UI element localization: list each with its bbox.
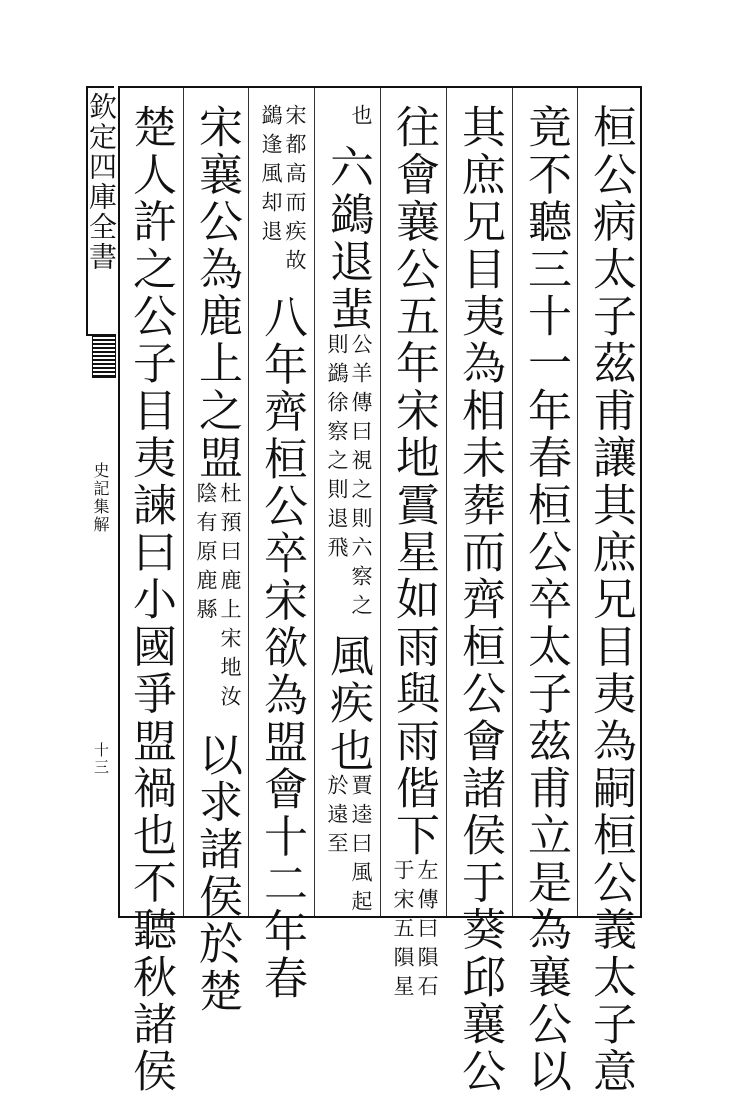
- main-text: 其庶兄目夷為相未葬而齊桓公會諸侯于葵邱襄公: [454, 104, 505, 1095]
- banxin-page-number: 十三: [92, 742, 110, 776]
- column-rule: [248, 88, 249, 916]
- commentary-note: 也: [349, 104, 373, 133]
- text-column-4: [387, 104, 439, 1005]
- banxin-title: 欽定四庫全書: [85, 92, 118, 272]
- main-text: 宋襄公為鹿上之盟: [191, 104, 242, 482]
- column-rule: [314, 88, 315, 916]
- text-column-1: [584, 104, 636, 1095]
- main-text: 往會襄公五年宋地霣星如雨與雨偕下: [388, 104, 439, 860]
- fish-tail-ornament: [92, 334, 116, 378]
- main-text: 風疾也: [322, 632, 373, 775]
- commentary-note: 左傳曰隕石于宋五隕星: [391, 859, 439, 1005]
- text-column-7: [190, 104, 242, 1015]
- text-column-5: [321, 104, 373, 920]
- column-rule: [577, 88, 578, 916]
- column-rule: [380, 88, 381, 916]
- column-rule: [446, 88, 447, 916]
- column-rule: [183, 88, 184, 916]
- commentary-note: 賈逵曰風起於遠至: [325, 774, 373, 920]
- text-column-2: [519, 104, 571, 1095]
- commentary-note: 杜預曰鹿上宋地汝陰有原鹿縣: [194, 481, 242, 714]
- banxin-book-title: 史記集解: [91, 462, 110, 534]
- main-text: 八年齊桓公卒宋欲為盟會十二年春: [256, 294, 307, 1002]
- commentary-note: 宋都高而疾故鷁逢風却退: [259, 104, 307, 278]
- text-column-6: [255, 104, 307, 1002]
- main-text: 桓公病太子茲甫讓其庶兄目夷為嗣桓公義太子意: [585, 104, 636, 1095]
- commentary-note: 公羊傳曰視之則六察之則鷁徐察之則退飛: [325, 332, 373, 623]
- text-column-3: [453, 104, 505, 1095]
- text-column-8: [124, 104, 176, 1095]
- column-rule: [512, 88, 513, 916]
- main-text: 以求諸侯於楚: [191, 731, 242, 1015]
- main-text: 六鷁退蜚: [322, 144, 373, 333]
- main-text: 竟不聽三十一年春桓公卒太子茲甫立是為襄公以: [520, 104, 571, 1095]
- main-text: 楚人許之公子目夷諫曰小國爭盟禍也不聽秋諸侯: [125, 104, 176, 1095]
